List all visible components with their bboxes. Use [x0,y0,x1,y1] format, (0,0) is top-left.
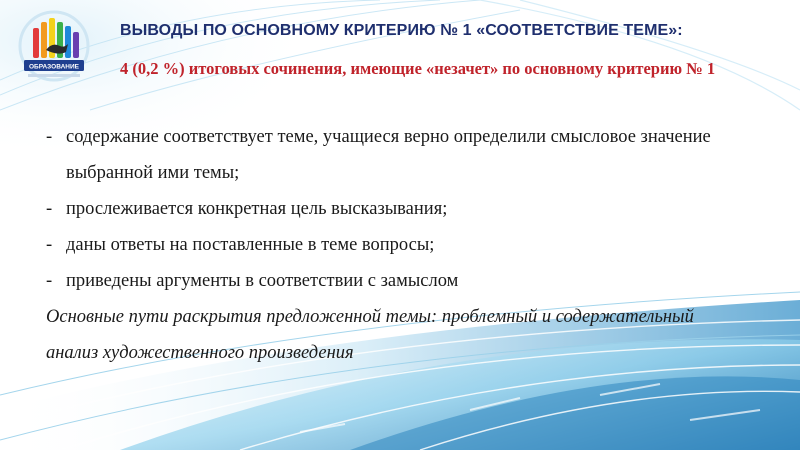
list-item-continuation: выбранной ими темы; [66,163,240,183]
logo-banner-text: ОБРАЗОВАНИЕ [29,63,79,71]
conclusion-line: анализ художественного произведения [46,343,354,363]
list-item [46,119,780,155]
bullet-dash: - [46,235,53,255]
list-item-text: прослеживается конкретная цель высказывания; [66,199,448,219]
list-item-text: приведены аргументы в соответствии с замыслом [66,271,459,291]
list-item-text: даны ответы на поставленные в теме вопросы; [66,235,435,255]
education-logo [8,6,100,94]
slide-content [46,119,780,371]
conclusion-text [46,299,780,371]
conclusion-line: Основные пути раскрытия предложенной темы: проблемный и содержательный [46,307,694,327]
bullet-dash: - [46,127,53,147]
list-item [46,263,780,299]
bullet-dash: - [46,199,53,219]
slide-subtitle: 4 (0,2 %) итоговых сочинения, имеющие «незачет» по основному критерию № 1 [120,59,716,78]
slide-title: ВЫВОДЫ ПО ОСНОВНОМУ КРИТЕРИЮ № 1 «СООТВЕТСТВИЕ ТЕМЕ»: [120,22,683,39]
list-item [46,227,780,263]
list-item [46,191,780,227]
list-item-text: содержание соответствует теме, учащиеся верно определили смысловое значение [66,127,711,147]
bullet-dash: - [46,271,53,291]
